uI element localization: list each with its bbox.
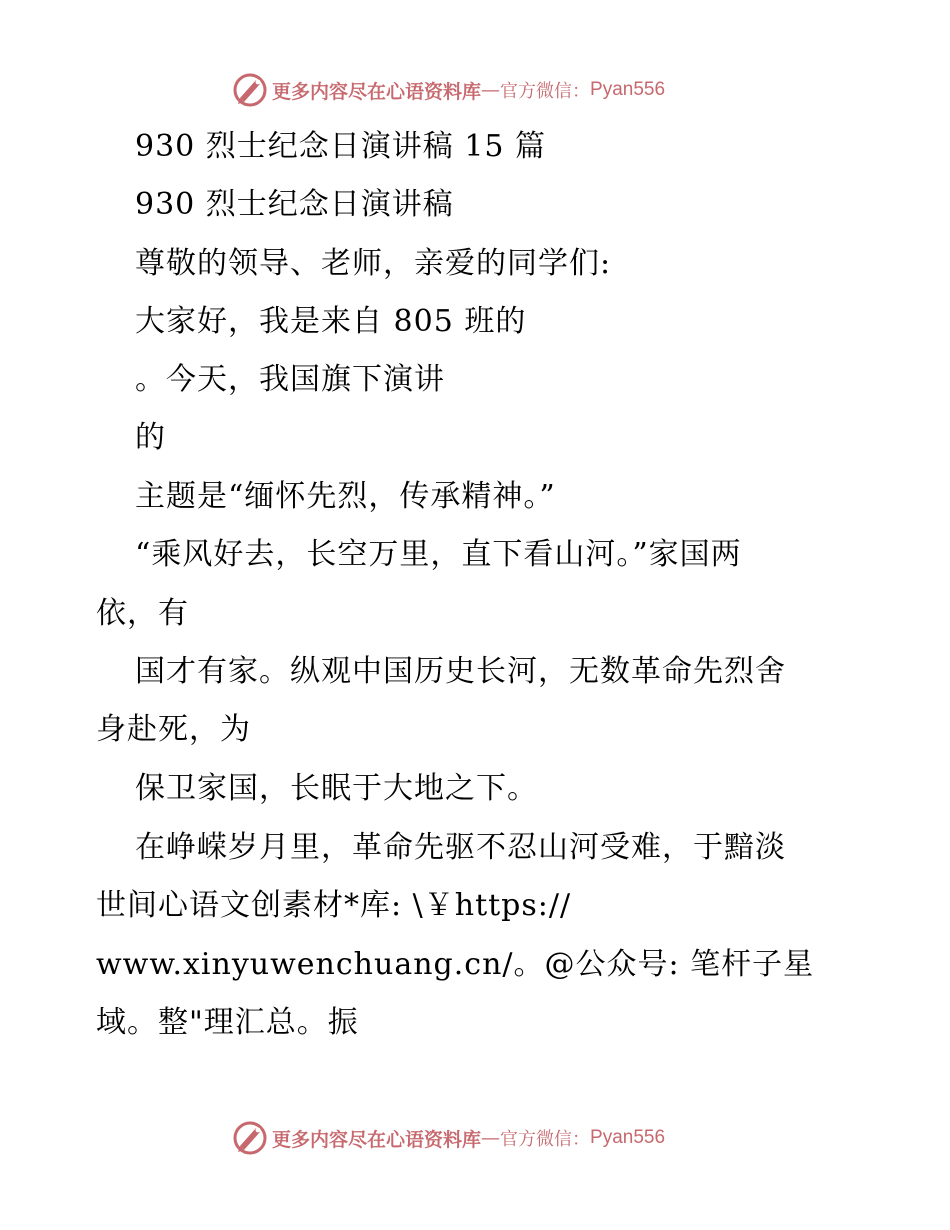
footer-banner: [232, 1118, 665, 1158]
header-brand-text: 更多内容尽在心语资料库: [272, 80, 482, 103]
text-line: 保卫家国，长眠于大地之下。: [135, 771, 538, 806]
text-line: 的: [135, 420, 166, 455]
text-line: 依，有: [96, 596, 189, 631]
text-line: 尊敬的领导、老师，亲爱的同学们:: [135, 246, 612, 281]
header-banner: [232, 70, 665, 110]
footer-brand-text: 更多内容尽在心语资料库: [272, 1128, 482, 1151]
text-line: www.xinyuwenchuang.cn/。@公众号: 笔杆子星: [96, 947, 815, 982]
footer-wechat-label: 官方微信：: [500, 1129, 591, 1150]
text-line: 大家好，我是来自 805 班的: [135, 304, 527, 339]
brand-logo-icon: [232, 1120, 268, 1156]
header-wechat-id: Pyan556: [590, 79, 666, 100]
text-line: 世间心语文创素材*库: \￥https://: [96, 888, 572, 923]
text-line: 域。整"理汇总。振: [96, 1005, 359, 1040]
brand-logo-icon: [232, 72, 268, 108]
text-line: 主题是“缅怀先烈，传承精神。”: [135, 479, 556, 514]
text-line: 国才有家。纵观中国历史长河，无数革命先烈舍: [135, 654, 786, 689]
footer-separator: —: [481, 1127, 501, 1149]
text-line: 在峥嵘岁月里，革命先驱不忍山河受难，于黯淡: [135, 830, 786, 865]
header-separator: —: [481, 79, 501, 101]
subtitle-line: 930 烈士纪念日演讲稿: [135, 187, 454, 222]
title-line: 930 烈士纪念日演讲稿 15 篇: [135, 129, 547, 164]
footer-wechat-id: Pyan556: [590, 1127, 666, 1148]
text-line: 身赴死，为: [96, 712, 251, 747]
text-line: 。今天，我国旗下演讲: [135, 362, 445, 397]
text-line: “乘风好去，长空万里，直下看山河。”家国两: [135, 537, 742, 572]
header-wechat-label: 官方微信：: [500, 81, 591, 102]
